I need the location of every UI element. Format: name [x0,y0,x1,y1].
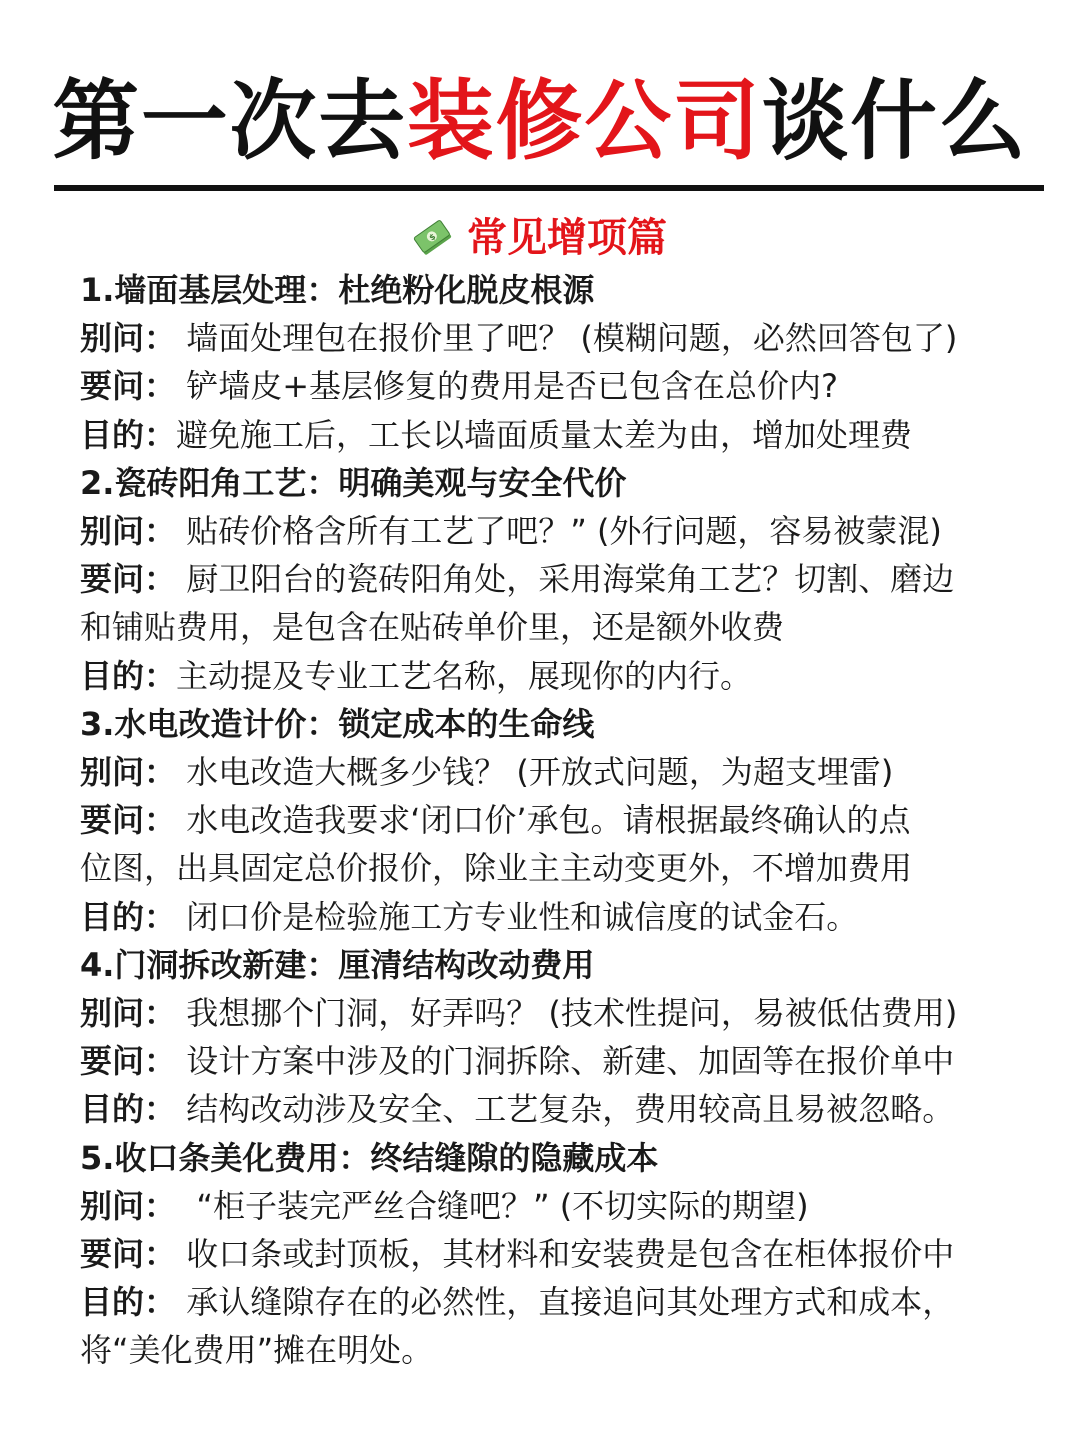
content-line [80,1278,1010,1326]
content-line [80,555,1010,603]
content-line [80,1085,1010,1133]
line-text: 结构改动涉及安全、工艺复杂，费用较高且易被忽略。 [176,1090,955,1129]
title-divider [54,185,1044,191]
content-line [80,362,1010,410]
line-label: 目的： [80,897,177,936]
content-line [80,1230,1010,1278]
line-label: 要问： [80,560,177,599]
content-line [80,652,1010,700]
line-label: 要问： [80,801,177,840]
line-label: 要问： [80,1235,177,1274]
line-text: 厨卫阳台的瓷砖阳角处，采用海棠角工艺？切割、磨边 [176,560,955,599]
content-line [80,603,1010,651]
content-line [80,1037,1010,1085]
content-line [80,844,1010,892]
content-line [80,989,1010,1037]
line-text: 水电改造我要求‘闭口价’承包。请根据最终确认的点 [176,801,911,840]
line-label: 别问： [80,994,177,1033]
line-text: 墙面处理包在报价里了吧？ (模糊问题，必然回答包了) [176,319,958,358]
line-label: 别问： [80,753,177,792]
content-line [80,507,1010,555]
content-line [80,796,1010,844]
heading-text: 3.水电改造计价：锁定成本的生命线 [80,704,595,743]
title-part-highlight: 装修公司 [407,72,762,172]
title-part-1: 第一次去 [52,72,407,172]
line-text: 将“美化费用”摊在明处。 [80,1331,434,1370]
line-text: 主动提及专业工艺名称，展现你的内行。 [176,656,753,695]
heading-text: 1.墙面基层处理：杜绝粉化脱皮根源 [80,271,595,309]
content-line [80,748,1010,796]
line-text: “柜子装完严丝合缝吧？” (不切实际的期望) [176,1186,809,1225]
content-line [80,1182,1010,1230]
svg-text:$: $ [427,231,438,243]
section-title: 常见增项篇 [467,215,667,261]
line-text: 避免施工后，工长以墙面质量太差为由，增加处理费 [176,415,913,454]
line-text: 铲墙皮+基层修复的费用是否已包含在总价内? [176,367,838,406]
content-line [80,411,1010,459]
money-stack-icon [413,218,453,258]
line-text: 位图，出具固定总价报价，除业主主动变更外，不增加费用 [80,849,913,888]
item-heading [80,941,1010,989]
item-heading [80,459,1010,507]
content-line [80,893,1010,941]
line-label: 目的： [80,415,177,454]
content-line [80,1326,1010,1374]
item-heading [80,266,1010,314]
line-label: 别问： [80,512,177,551]
line-label: 要问： [80,367,177,406]
item-heading [80,700,1010,748]
line-text: 水电改造大概多少钱？ (开放式问题，为超支埋雷) [176,753,894,792]
line-text: 和铺贴费用，是包含在贴砖单价里，还是额外收费 [80,608,785,647]
line-label: 别问： [80,1186,177,1225]
line-label: 要问： [80,1042,177,1081]
line-label: 别问： [80,319,177,358]
line-text: 贴砖价格含所有工艺了吧？” (外行问题，容易被蒙混) [176,512,942,551]
section-header [0,210,1080,266]
heading-text: 5.收口条美化费用：终结缝隙的隐藏成本 [80,1138,659,1177]
heading-text: 2.瓷砖阳角工艺：明确美观与安全代价 [80,463,627,502]
line-label: 目的： [80,1283,177,1322]
line-text: 我想挪个门洞，好弄吗？ (技术性提问，易被低估费用) [176,994,958,1033]
line-text: 设计方案中涉及的门洞拆除、新建、加固等在报价单中 [176,1042,955,1081]
content-list [80,266,1010,1375]
line-text: 收口条或封顶板，其材料和安装费是包含在柜体报价中 [176,1235,955,1274]
page-title [0,62,1080,182]
line-label: 目的： [80,1090,177,1129]
line-label: 目的： [80,656,177,695]
line-text: 闭口价是检验施工方专业性和诚信度的试金石。 [176,897,859,936]
content-line [80,314,1010,362]
title-part-3: 谈什么 [761,72,1028,172]
line-text: 承认缝隙存在的必然性，直接追问其处理方式和成本， [176,1283,955,1322]
heading-text: 4.门洞拆改新建：厘清结构改动费用 [80,945,595,984]
item-heading [80,1134,1010,1182]
